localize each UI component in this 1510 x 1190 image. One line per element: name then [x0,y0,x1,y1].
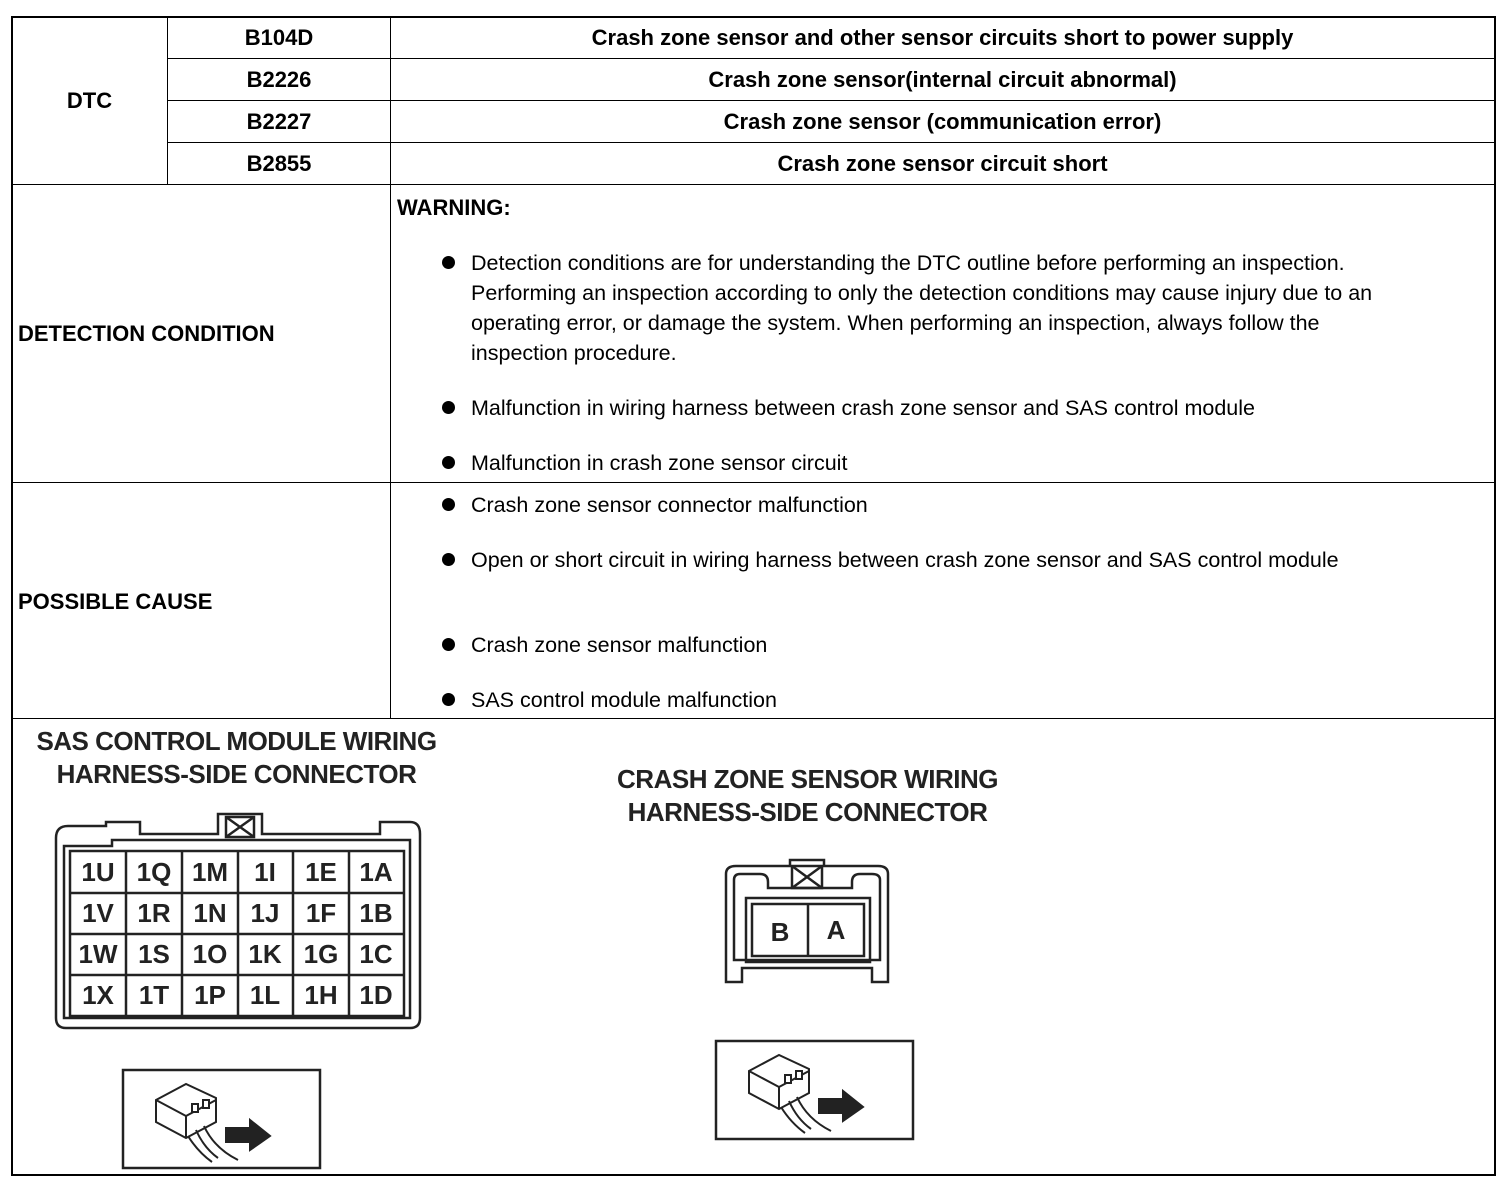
sas-pin: 1X [82,980,114,1010]
crash-title-line1: CRASH ZONE SENSOR WIRING [617,764,998,794]
sas-pin: 1O [192,939,228,969]
sas-pin: 1G [303,939,339,969]
crash-view-arrow-icon [749,1055,863,1133]
warning-title: WARNING: [397,195,511,220]
detection-item: Malfunction in crash zone sensor circuit [471,451,848,475]
sas-pin: 1E [305,857,337,887]
dtc-label: DTC [66,87,113,113]
sas-pin: 1H [304,980,338,1010]
crash-pin: B [770,916,790,947]
sas-pin: 1A [359,857,393,887]
sas-pin: 1J [250,898,280,928]
dtc-code: B2226 [246,66,312,92]
cause-item: Open or short circuit in wiring harness between crash zone sensor and SAS control module [471,548,1339,572]
sas-pin: 1F [305,898,337,928]
sas-pin: 1V [82,898,114,928]
sas-pin: 1S [138,939,170,969]
sas-pin: 1L [249,980,281,1010]
sas-title-line2: HARNESS-SIDE CONNECTOR [56,759,417,789]
dtc-description: Crash zone sensor circuit short [777,150,1108,176]
crash-title-line2: HARNESS-SIDE CONNECTOR [627,797,988,827]
sas-pin: 1Q [136,857,172,887]
sas-pin: 1M [191,857,229,887]
sas-pin: 1C [359,939,393,969]
sas-pin: 1B [359,898,393,928]
dtc-code: B2227 [246,108,312,134]
sas-pin: 1W [78,939,118,969]
sas-title-line1: SAS CONTROL MODULE WIRING [36,726,437,756]
crash-pin: A [826,914,846,945]
cause-item: Crash zone sensor connector malfunction [471,493,868,517]
cause-item: SAS control module malfunction [471,688,777,712]
sas-pin: 1T [138,980,170,1010]
dtc-description: Crash zone sensor and other sensor circuits short to power supply [591,24,1294,50]
sas-pin: 1D [359,980,393,1010]
crash-view-box [716,1041,913,1139]
dtc-description: Crash zone sensor(internal circuit abnormal) [708,66,1177,92]
sas-view-arrow-icon [156,1084,270,1162]
possible-cause-label: POSSIBLE CAUSE [18,589,213,614]
dtc-code: B2855 [246,150,312,176]
cause-item: Crash zone sensor malfunction [471,633,768,657]
detection-item: Malfunction in wiring harness between crash zone sensor and SAS control module [471,396,1255,420]
sas-pin: 1N [193,898,227,928]
sas-pin: 1K [248,939,282,969]
dtc-code: B104D [244,24,314,50]
detection-condition-label: DETECTION CONDITION [18,321,275,346]
sas-pin: 1R [137,898,171,928]
sas-pin: 1I [254,857,276,887]
dtc-description: Crash zone sensor (communication error) [723,108,1162,134]
detection-item: Detection conditions are for understanding the DTC outline before performing an inspection. Performing an inspection according to only the detection conditions may cause injury due to an operating error, or damage the system. When performing an inspection, always follow the inspection procedure. [471,251,1373,365]
sas-pin: 1P [194,980,226,1010]
sas-view-box [123,1070,320,1168]
sas-pin: 1U [81,857,115,887]
